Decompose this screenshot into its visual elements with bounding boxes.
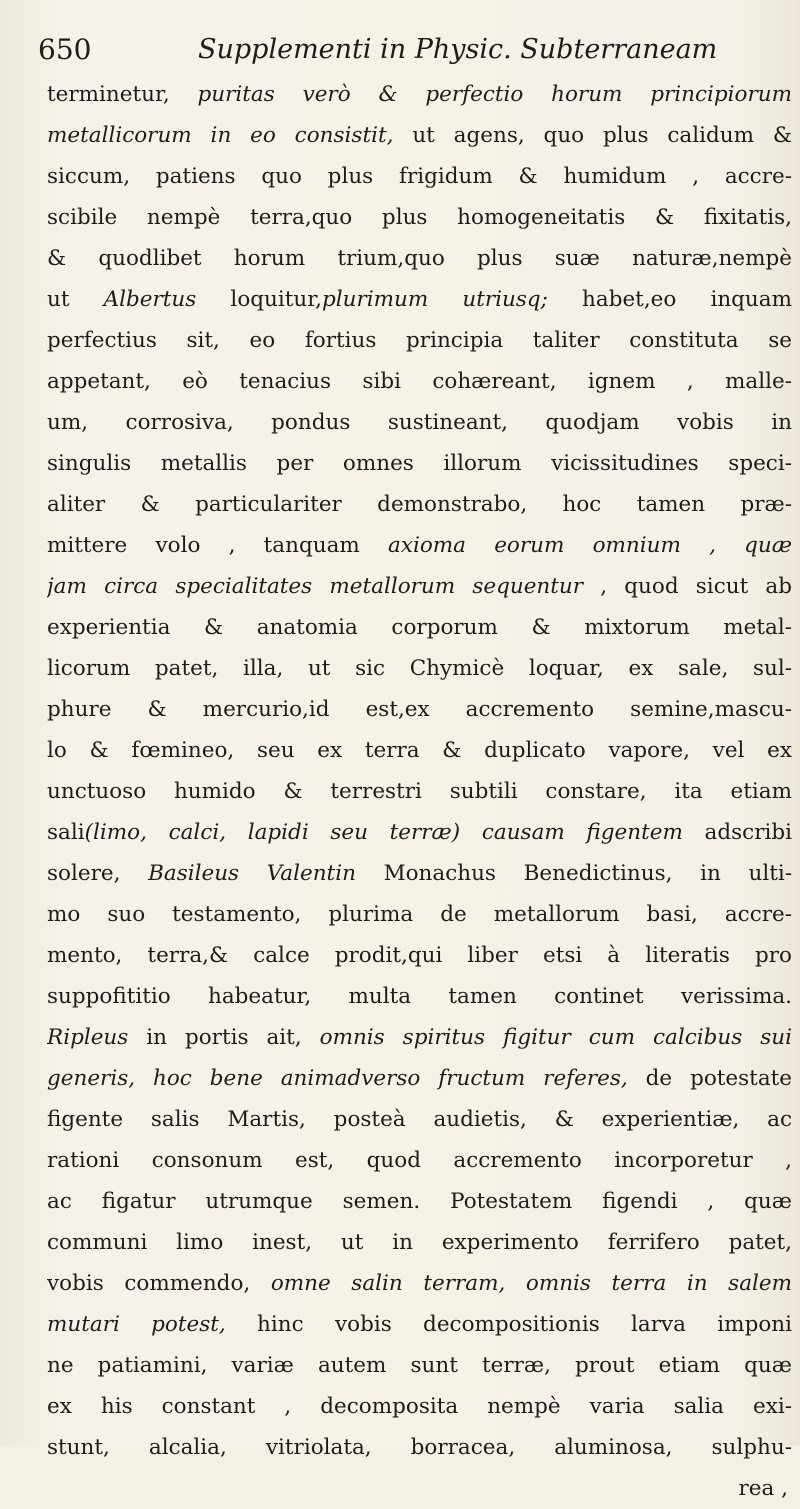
roman-text: hinc vobis decompositionis larva imponi: [225, 1312, 792, 1337]
roman-text: mo suo testamento, plurima de metallorum basi, accre-: [47, 902, 792, 927]
italic-text: puritas verò & perfectio horum principiorum: [197, 82, 792, 107]
roman-text: mittere volo , tanquam: [47, 533, 389, 558]
text-line: [47, 1345, 792, 1386]
text-line: [47, 197, 792, 238]
roman-text: lo & fœmineo, seu ex terra & duplicato vapore, vel ex: [47, 738, 792, 763]
roman-text: , quod sicut ab: [583, 574, 792, 599]
roman-text: habet,eo inquam: [547, 287, 792, 312]
roman-text: figente salis Martis, posteà audietis, & experientiæ, ac: [47, 1107, 792, 1132]
roman-text: stunt, alcalia, vitriolata, borracea, aluminosa, sulphu-: [47, 1435, 792, 1460]
text-line: [47, 320, 792, 361]
roman-text: appetant, eò tenacius sibi cohæreant, ignem , malle-: [47, 369, 792, 394]
roman-text: adscribi: [682, 820, 792, 845]
roman-text: [460, 820, 482, 845]
italic-text: plurimum utriusq;: [321, 287, 548, 312]
text-line: [47, 976, 792, 1017]
text-line: [47, 156, 792, 197]
text-line: [47, 812, 792, 853]
text-line: [47, 1427, 792, 1468]
text-line: [47, 1468, 792, 1509]
italic-text: causam figentem: [481, 820, 683, 845]
roman-text: & quodlibet horum trium,quo plus suæ naturæ,nempè: [47, 246, 792, 271]
roman-text: phure & mercurio,id est,ex accremento semine,mascu-: [47, 697, 792, 722]
text-line: [47, 689, 792, 730]
italic-text: metallicorum in eo consistit,: [47, 123, 394, 148]
italic-text: jam circa specialitates metallorum sequentur: [47, 574, 584, 599]
text-line: [47, 402, 792, 443]
text-line: [47, 1263, 792, 1304]
roman-text: um, corrosiva, pondus sustineant, quodjam vobis in: [47, 410, 792, 435]
italic-text: Ripleus: [47, 1025, 129, 1050]
text-line: [47, 894, 792, 935]
page-number: 650: [38, 33, 92, 66]
text-line: [47, 1304, 792, 1345]
roman-text: loquitur,: [196, 287, 322, 312]
page-header: [38, 30, 778, 70]
text-line: [47, 74, 792, 115]
italic-text: omnis spiritus figitur cum calcibus sui: [319, 1025, 792, 1050]
roman-text: ut agens, quo plus calidum &: [393, 123, 792, 148]
roman-text: ne patiamini, variæ autem sunt terræ, prout etiam quæ: [47, 1353, 792, 1378]
roman-text: ac figatur utrumque semen. Potestatem figendi , quæ: [47, 1189, 792, 1214]
italic-text: omne salin terram, omnis terra in salem: [270, 1271, 792, 1296]
text-line: [47, 1099, 792, 1140]
text-line: [47, 279, 792, 320]
text-line: [47, 730, 792, 771]
text-line: [47, 853, 792, 894]
text-line: [47, 1017, 792, 1058]
italic-text: (limo, calci, lapidi seu terræ): [84, 820, 461, 845]
roman-text: mento, terra,& calce prodit,qui liber etsi à literatis pro: [47, 943, 792, 968]
text-line: [47, 1058, 792, 1099]
roman-text: vobis commendo,: [47, 1271, 271, 1296]
roman-text: unctuoso humido & terrestri subtili constare, ita etiam: [47, 779, 792, 804]
text-line: [47, 771, 792, 812]
italic-text: generis, hoc bene animadverso fructum referes,: [47, 1066, 628, 1091]
roman-text: communi limo inest, ut in experimento ferrifero patet,: [47, 1230, 792, 1255]
roman-text: sali: [47, 820, 85, 845]
running-title: Supplementi in Physic. Subterraneam: [198, 34, 718, 65]
roman-text: ex his constant , decomposita nempè varia salia exi-: [47, 1394, 792, 1419]
roman-text: singulis metallis per omnes illorum vicissitudines speci-: [47, 451, 792, 476]
text-line: [47, 648, 792, 689]
text-line: [47, 525, 792, 566]
text-line: [47, 566, 792, 607]
text-line: [47, 1386, 792, 1427]
text-line: [47, 935, 792, 976]
roman-text: aliter & particulariter demonstrabo, hoc tamen præ-: [47, 492, 792, 517]
text-line: [47, 361, 792, 402]
roman-text: Monachus Benedictinus, in ulti-: [355, 861, 792, 886]
italic-text: axioma eorum omnium , quæ: [388, 533, 792, 558]
italic-text: mutari potest,: [47, 1312, 226, 1337]
roman-text: rationi consonum est, quod accremento incorporetur ,: [47, 1148, 792, 1173]
roman-text: suppofititio habeatur, multa tamen continet verissima.: [47, 984, 792, 1009]
roman-text: rea ,: [738, 1476, 788, 1501]
text-line: [47, 607, 792, 648]
roman-text: ut: [47, 287, 104, 312]
text-line: [47, 1140, 792, 1181]
roman-text: terminetur,: [47, 82, 198, 107]
text-line: [47, 238, 792, 279]
text-line: [47, 115, 792, 156]
roman-text: siccum, patiens quo plus frigidum & humidum , accre-: [47, 164, 792, 189]
body-text: [47, 74, 792, 1509]
text-line: [47, 1222, 792, 1263]
italic-text: Albertus: [103, 287, 197, 312]
text-line: [47, 484, 792, 525]
roman-text: solere,: [47, 861, 149, 886]
roman-text: scibile nempè terra,quo plus homogeneitatis & fixitatis,: [47, 205, 792, 230]
roman-text: licorum patet, illa, ut sic Chymicè loquar, ex sale, sul-: [47, 656, 792, 681]
roman-text: perfectius sit, eo fortius principia taliter constituta se: [47, 328, 792, 353]
roman-text: in portis ait,: [128, 1025, 320, 1050]
italic-text: Basileus Valentin: [148, 861, 356, 886]
roman-text: de potestate: [627, 1066, 792, 1091]
roman-text: experientia & anatomia corporum & mixtorum metal-: [47, 615, 792, 640]
text-line: [47, 443, 792, 484]
text-line: [47, 1181, 792, 1222]
